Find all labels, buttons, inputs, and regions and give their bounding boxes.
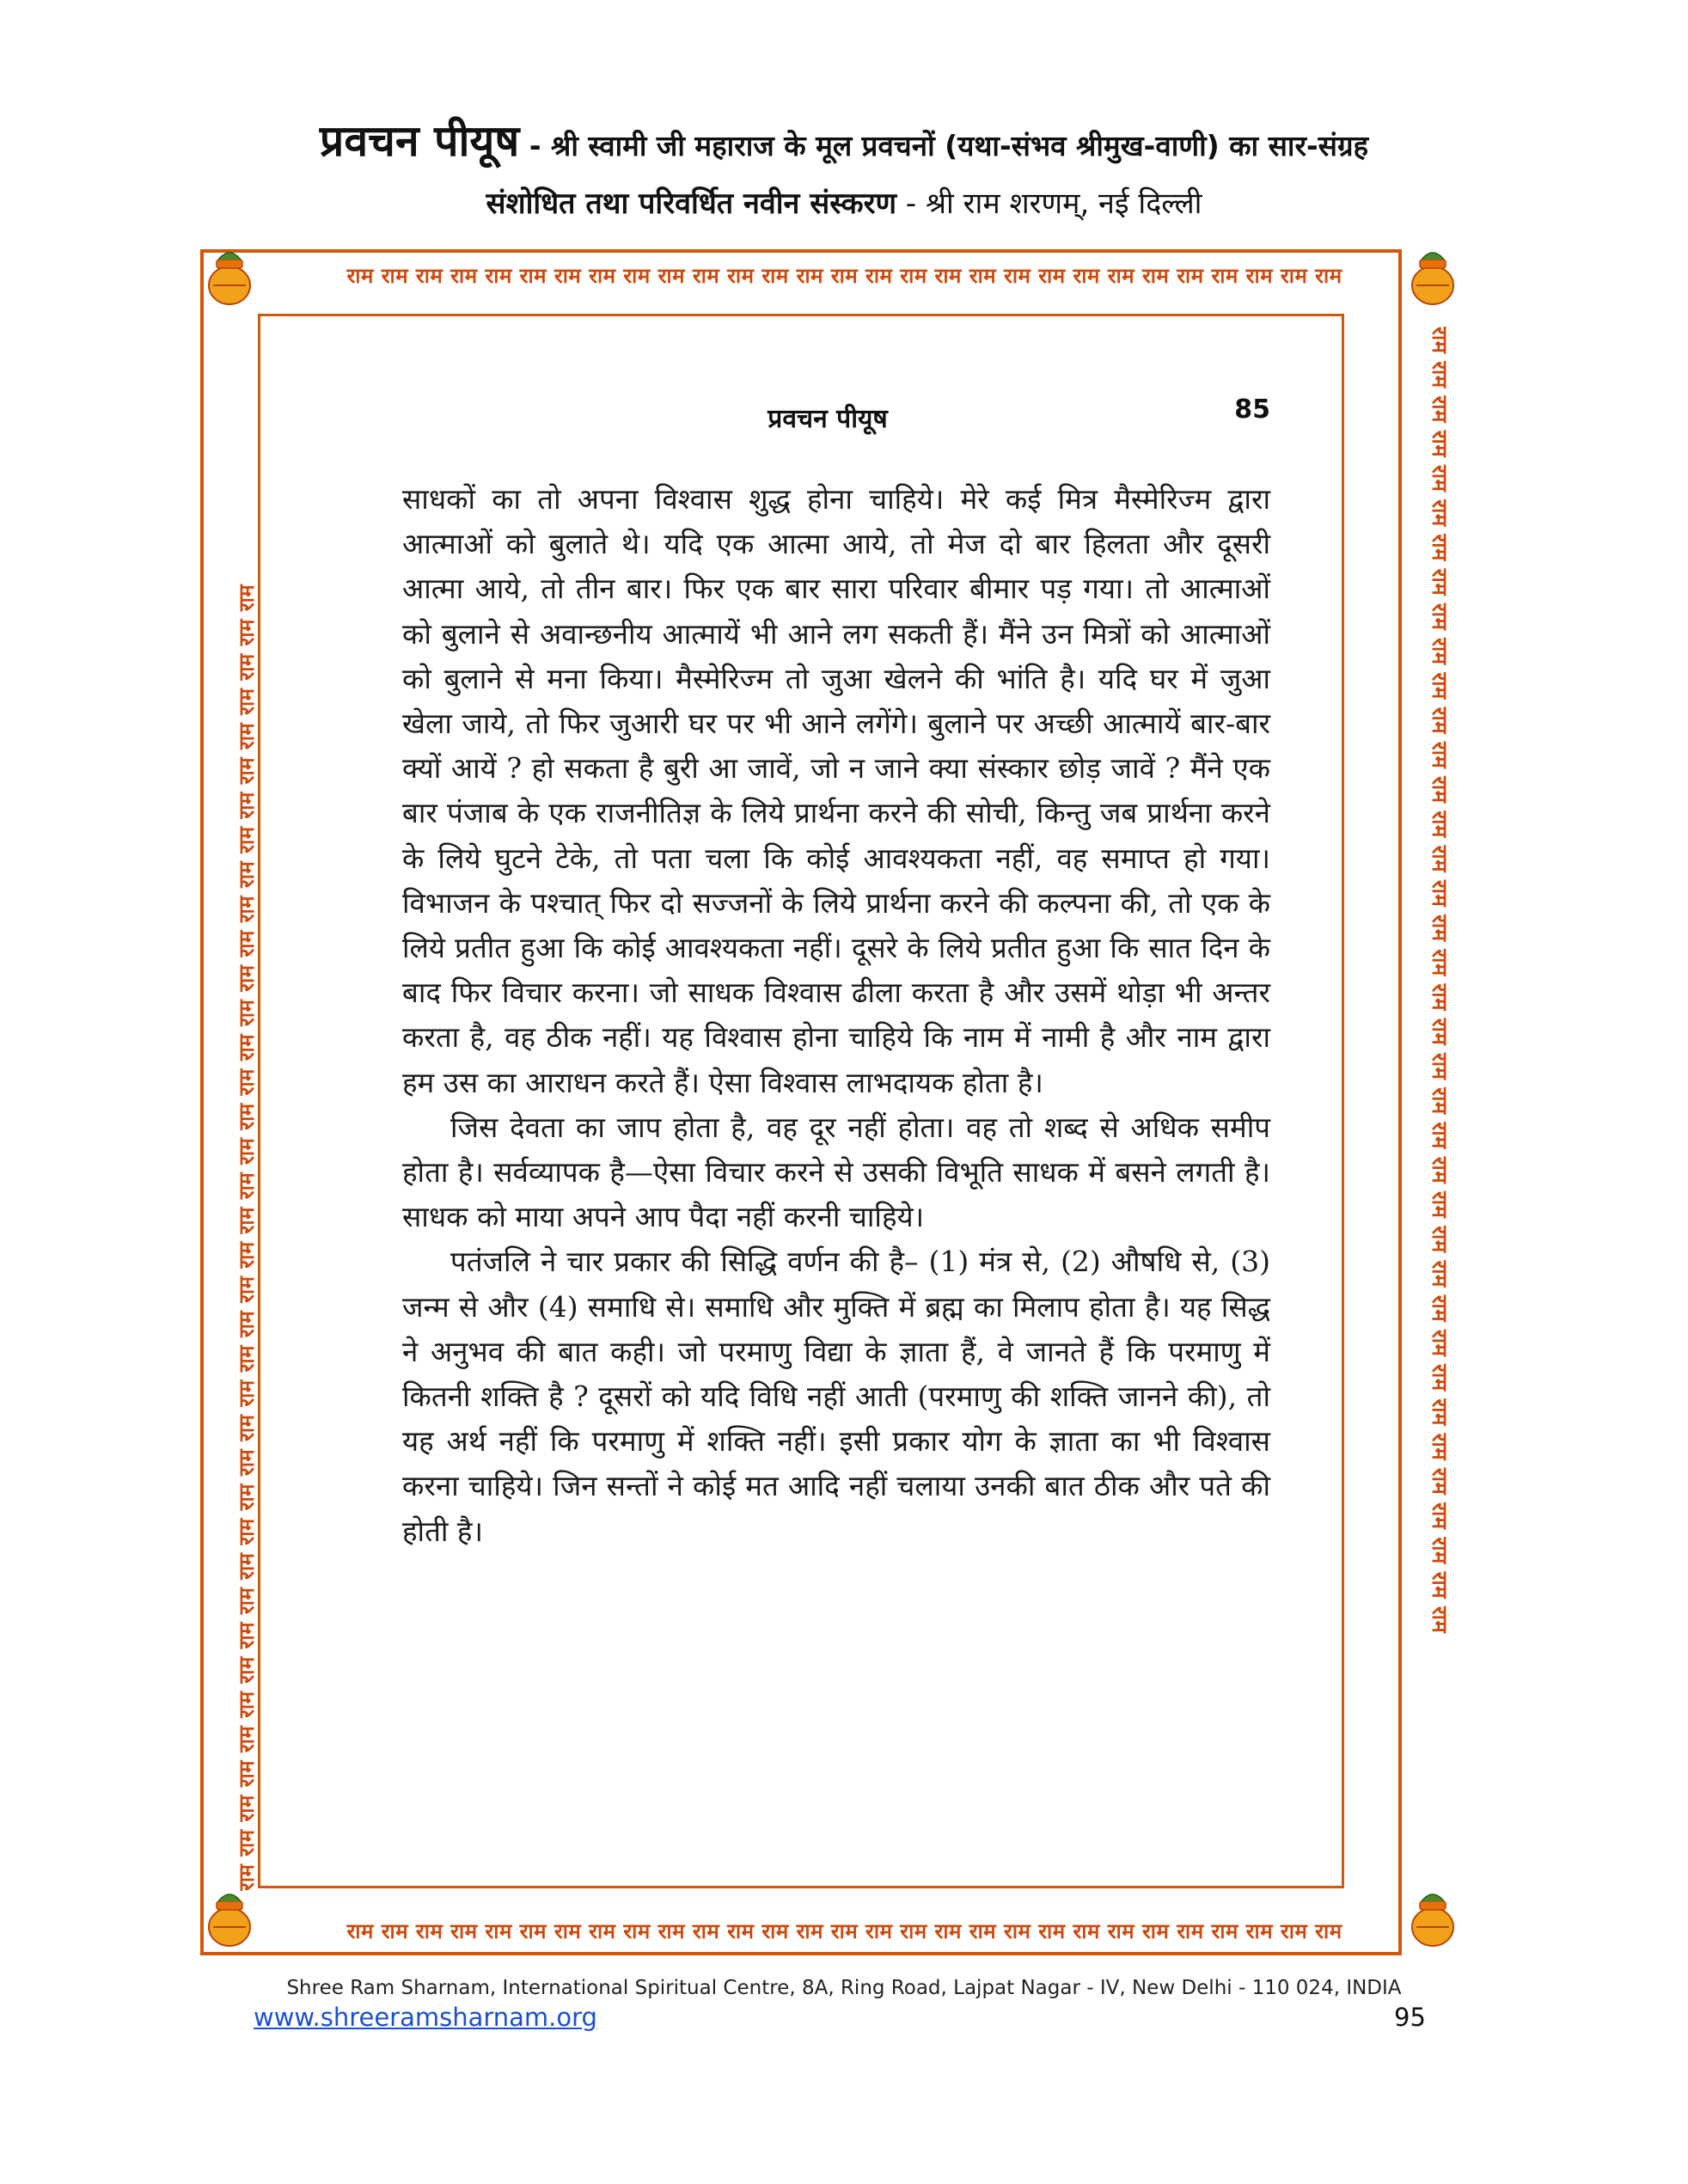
kalash-icon xyxy=(1403,1889,1463,1951)
document-header-edition xyxy=(0,182,1688,222)
pdf-page-number: 95 xyxy=(1394,2003,1426,2032)
book-title: प्रवचन पीयूष xyxy=(319,116,520,166)
footer-address: Shree Ram Sharnam, International Spiritual Centre, 8A, Ring Road, Lajpat Nagar - IV, New Delhi - 110 024, INDIA xyxy=(286,1977,1402,1999)
kalash-icon xyxy=(199,1889,260,1951)
book-subtitle: - श्री स्वामी जी महाराज के मूल प्रवचनों (यथा-संभव श्रीमुख-वाणी) का सार-संग्रह xyxy=(519,129,1369,162)
border-ram-right: राम राम राम राम राम राम राम राम राम राम राम राम राम राम राम राम राम राम राम राम राम राम राम राम राम राम राम राम राम राम राम राम राम राम राम राम राम राम xyxy=(1428,327,1452,1634)
page-body-text xyxy=(402,477,1270,1554)
paragraph: पतंजलि ने चार प्रकार की सिद्धि वर्णन की है– (1) मंत्र से, (2) औषधि से, (3) जन्म से और (4) समाधि से। समाधि और मुक्ति में ब्रह्म का मिलाप होता है। यह सिद्ध ने अनुभव की बात कही। जो परमाणु विद्या के ज्ञाता हैं, वे जानते हैं कि परमाणु में कितनी शक्ति है ? दूसरों को यदि विधि नहीं आती (परमाणु की शक्ति जानने की), तो यह अर्थ नहीं कि परमाणु में शक्ति नहीं। इसी प्रकार योग के ज्ञाता का भी विश्वास करना चाहिये। जिन सन्तों ने कोई मत आदि नहीं चलाया उनकी बात ठीक और पते की होती है। xyxy=(402,1245,1270,1548)
border-ram-top: राम राम राम राम राम राम राम राम राम राम राम राम राम राम राम राम राम राम राम राम राम राम राम राम राम राम राम राम राम xyxy=(346,264,1342,288)
kalash-icon xyxy=(199,248,260,309)
paragraph: जिस देवता का जाप होता है, वह दूर नहीं होता। वह तो शब्द से अधिक समीप होता है। सर्वव्यापक है—ऐसा विचार करने से उसकी विभूति साधक में बसने लगती है। साधक को माया अपने आप पैदा नहीं करनी चाहिये। xyxy=(402,1110,1270,1234)
paragraph: साधकों का तो अपना विश्वास शुद्ध होना चाहिये। मेरे कई मित्र मैस्मेरिज्म द्वारा आत्माओं को बुलाते थे। यदि एक आत्मा आये, तो मेज दो बार हिलता और दूसरी आत्मा आये, तो तीन बार। फिर एक बार सारा परिवार बीमार पड़ गया। तो आत्माओं को बुलाने से अवान्छनीय आत्मायें भी आने लग सकती हैं। मैंने उन मित्रों को आत्माओं को बुलाने से मना किया। मैस्मेरिज्म तो जुआ खेलने की भांति है। यदि घर में जुआ खेला जाये, तो फिर जुआरी घर पर भी आने लगेंगे। बुलाने पर अच्छी आत्मायें बार-बार क्यों आयें ? हो सकता है बुरी आ जावें, जो न जाने क्या संस्कार छोड़ जावें ? मैंने एक बार पंजाब के एक राजनीतिज्ञ के लिये प्रार्थना करने की सोची, किन्तु जब प्रार्थना करने के लिये घुटने टेके, तो पता चला कि कोई आवश्यकता नहीं, वह समाप्त हो गया। विभाजन के पश्चात् फिर दो सज्जनों के लिये प्रार्थना करने की कल्पना की, तो एक के लिये प्रतीत हुआ कि कोई आवश्यकता नहीं। दूसरे के लिये प्रतीत हुआ कि सात दिन के बाद फिर विचार करना। जो साधक विश्वास ढीला करता है और उसमें थोड़ा भी अन्तर करता है, वह ठीक नहीं। यह विश्वास होना चाहिये कि नाम में नामी है और नाम द्वारा हम उस का आराधन करते हैं। ऐसा विश्वास लाभदायक होता है। xyxy=(402,482,1270,1099)
document-header-title xyxy=(0,110,1688,168)
book-page-number: 85 xyxy=(1234,395,1270,425)
edition-label: संशोधित तथा परिवर्धित नवीन संस्करण xyxy=(486,187,897,221)
kalash-icon xyxy=(1403,248,1463,309)
border-ram-bottom: राम राम राम राम राम राम राम राम राम राम राम राम राम राम राम राम राम राम राम राम राम राम राम राम राम राम राम राम राम xyxy=(346,1919,1342,1943)
edition-publisher: - श्री राम शरणम्, नई दिल्ली xyxy=(896,187,1202,221)
website-link[interactable]: www.shreeramsharnam.org xyxy=(254,2003,597,2032)
running-title: प्रवचन पीयूष xyxy=(768,404,888,434)
border-ram-left: राम राम राम राम राम राम राम राम राम राम राम राम राम राम राम राम राम राम राम राम राम राम राम राम राम राम राम राम राम राम राम राम राम राम राम राम राम राम xyxy=(235,584,259,1891)
